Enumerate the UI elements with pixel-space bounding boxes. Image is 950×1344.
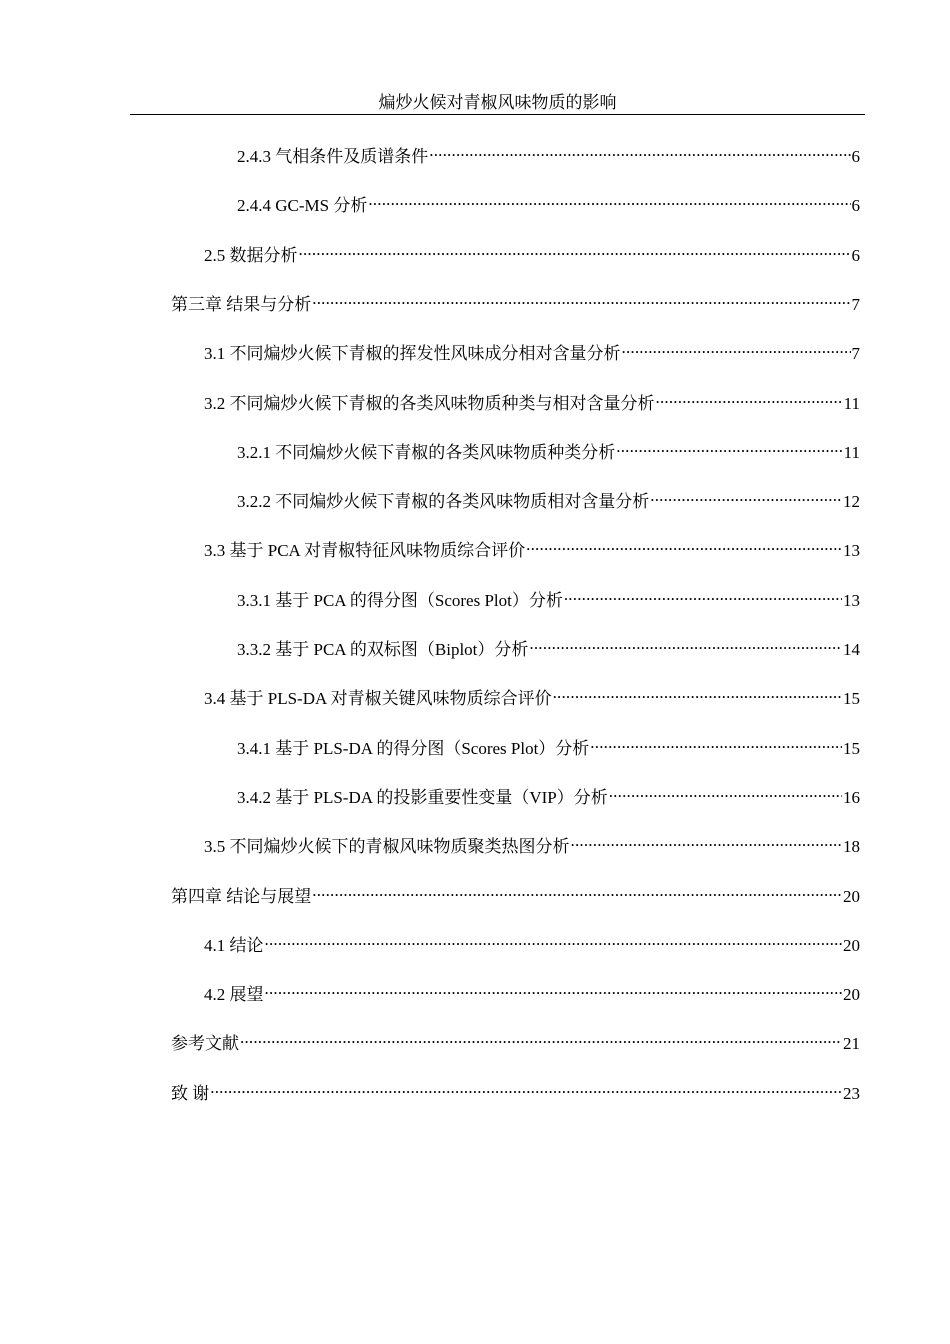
toc-dot-leader bbox=[590, 732, 842, 754]
toc-entry[interactable] bbox=[204, 830, 860, 857]
toc-entry-page-number: 6 bbox=[851, 196, 860, 216]
toc-entry-title: 4.2 展望 bbox=[204, 985, 264, 1005]
toc-dot-leader bbox=[622, 337, 851, 359]
toc-entry-title: 3.5 不同煸炒火候下的青椒风味物质聚类热图分析 bbox=[204, 837, 570, 857]
toc-dot-leader bbox=[312, 288, 850, 310]
toc-entry-page-number: 13 bbox=[843, 590, 860, 610]
toc-dot-leader bbox=[526, 534, 842, 556]
toc-entry[interactable] bbox=[204, 682, 860, 709]
toc-entry-page-number: 7 bbox=[851, 344, 860, 364]
toc-entry-page-number: 14 bbox=[843, 640, 860, 659]
toc-dot-leader bbox=[616, 436, 842, 458]
running-header-title: 煸炒火候对青椒风味物质的影响 bbox=[378, 93, 617, 112]
toc-dot-leader bbox=[553, 682, 842, 704]
toc-entry-title: 2.4.4 GC-MS 分析 bbox=[237, 196, 368, 216]
toc-dot-leader bbox=[429, 140, 850, 162]
toc-entry-page-number: 20 bbox=[843, 935, 860, 955]
toc-entry-page-number: 21 bbox=[843, 1034, 860, 1054]
toc-entry-title: 3.3 基于 PCA 对青椒特征风味物质综合评价 bbox=[204, 541, 526, 561]
toc-entry[interactable] bbox=[171, 1027, 860, 1054]
toc-entry-page-number: 23 bbox=[843, 1083, 860, 1103]
toc-entry-title: 2.4.3 气相条件及质谱条件 bbox=[237, 147, 429, 166]
toc-entry[interactable] bbox=[204, 239, 860, 265]
toc-entry-page-number: 20 bbox=[843, 985, 860, 1005]
toc-entry[interactable] bbox=[204, 387, 860, 413]
toc-entry[interactable] bbox=[237, 633, 860, 659]
toc-entry[interactable] bbox=[204, 929, 860, 955]
toc-entry[interactable] bbox=[237, 781, 860, 807]
toc-dot-leader bbox=[564, 584, 842, 606]
toc-entry-title: 3.2.1 不同煸炒火候下青椒的各类风味物质种类分析 bbox=[237, 442, 616, 462]
toc-entry[interactable] bbox=[237, 189, 860, 216]
toc-dot-leader bbox=[529, 633, 842, 655]
toc-entry[interactable] bbox=[237, 485, 860, 512]
toc-entry-title: 3.3.2 基于 PCA 的双标图（Biplot）分析 bbox=[237, 640, 529, 659]
toc-entry-page-number: 6 bbox=[851, 147, 860, 166]
toc-entry[interactable] bbox=[204, 978, 860, 1005]
toc-entry-title: 第三章 结果与分析 bbox=[171, 294, 312, 314]
toc-dot-leader bbox=[609, 781, 842, 803]
toc-entry[interactable] bbox=[237, 732, 860, 758]
toc-entry[interactable] bbox=[171, 1077, 860, 1103]
toc-entry-title: 3.4.1 基于 PLS-DA 的得分图（Scores Plot）分析 bbox=[237, 738, 590, 758]
toc-entry[interactable] bbox=[237, 140, 860, 166]
toc-entry[interactable] bbox=[171, 288, 860, 314]
toc-entry-title: 第四章 结论与展望 bbox=[171, 886, 312, 906]
toc-entry-page-number: 20 bbox=[843, 886, 860, 906]
toc-entry[interactable] bbox=[237, 584, 860, 610]
toc-entry-title: 3.1 不同煸炒火候下青椒的挥发性风味成分相对含量分析 bbox=[204, 344, 621, 364]
toc-entry[interactable] bbox=[171, 880, 860, 906]
toc-dot-leader bbox=[368, 189, 850, 211]
running-header bbox=[130, 92, 865, 115]
toc-entry-title: 3.2.2 不同煸炒火候下青椒的各类风味物质相对含量分析 bbox=[237, 492, 650, 512]
toc-entry-page-number: 13 bbox=[843, 541, 860, 561]
toc-dot-leader bbox=[656, 387, 843, 409]
toc-dot-leader bbox=[265, 929, 843, 951]
toc-dot-leader bbox=[312, 880, 842, 902]
toc-entry-page-number: 7 bbox=[851, 294, 860, 314]
toc-dot-leader bbox=[650, 485, 842, 507]
toc-entry-title: 4.1 结论 bbox=[204, 935, 264, 955]
toc-entry-page-number: 12 bbox=[843, 492, 860, 512]
toc-entry[interactable] bbox=[204, 337, 860, 364]
toc-entry[interactable] bbox=[237, 436, 860, 462]
toc-entry-page-number: 15 bbox=[843, 689, 860, 709]
toc-dot-leader bbox=[240, 1027, 842, 1049]
toc-entry-title: 致 谢 bbox=[171, 1083, 210, 1103]
toc-entry-title: 3.2 不同煸炒火候下青椒的各类风味物质种类与相对含量分析 bbox=[204, 393, 655, 413]
toc-entry-page-number: 11 bbox=[843, 393, 860, 413]
toc-entry-title: 3.3.1 基于 PCA 的得分图（Scores Plot）分析 bbox=[237, 590, 563, 610]
toc-entry-page-number: 6 bbox=[851, 245, 860, 265]
toc-entry-page-number: 16 bbox=[843, 787, 860, 807]
toc-dot-leader bbox=[299, 239, 851, 261]
toc-entry-title: 2.5 数据分析 bbox=[204, 245, 298, 265]
toc-entry-page-number: 18 bbox=[843, 837, 860, 857]
toc-entry-page-number: 15 bbox=[843, 738, 860, 758]
toc-entry[interactable] bbox=[204, 534, 860, 561]
toc-entry-title: 3.4 基于 PLS-DA 对青椒关键风味物质综合评价 bbox=[204, 689, 552, 709]
toc-dot-leader bbox=[210, 1077, 842, 1099]
toc-dot-leader bbox=[571, 830, 843, 852]
toc-entry-title: 3.4.2 基于 PLS-DA 的投影重要性变量（VIP）分析 bbox=[237, 787, 608, 807]
toc-entry-title: 参考文献 bbox=[171, 1034, 239, 1054]
toc-entry-page-number: 11 bbox=[843, 442, 860, 462]
toc-dot-leader bbox=[265, 978, 843, 1000]
